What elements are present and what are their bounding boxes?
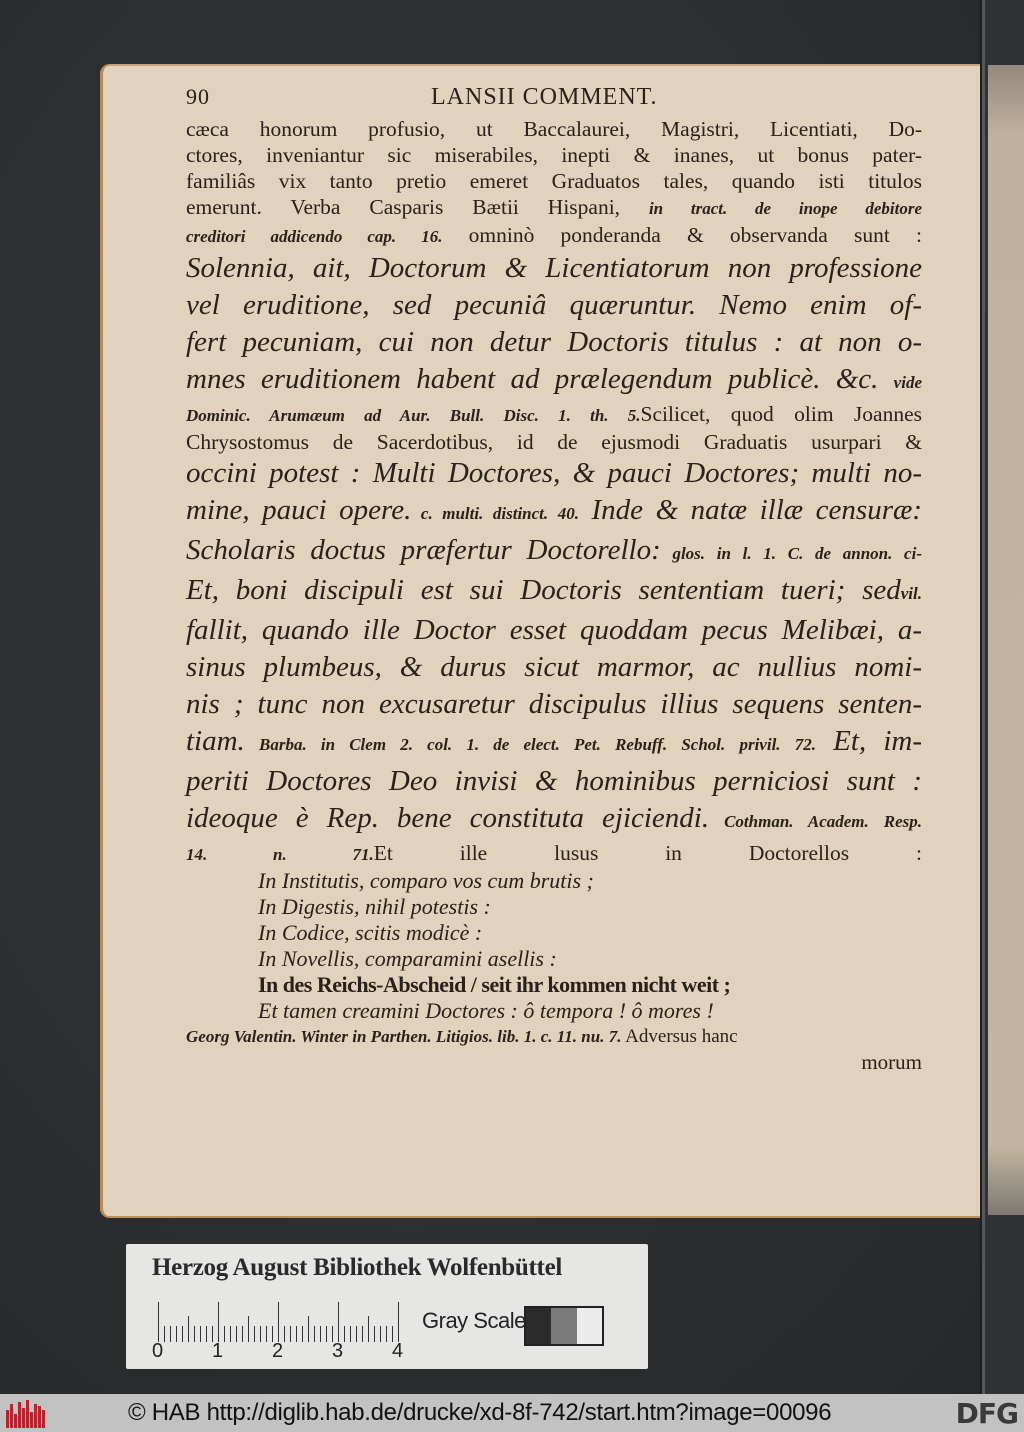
roman-text: &c. (820, 363, 894, 395)
verse-line: In Codice, scitis modicè : (258, 920, 483, 945)
ruler-number: 0 (152, 1340, 164, 1362)
roman-text: emerunt. Verba Casparis Bætii Hispani, (186, 195, 649, 219)
ruler-number: 3 (332, 1340, 344, 1362)
gray-swatch (551, 1308, 576, 1344)
citation-line (186, 1024, 922, 1050)
text-line (186, 612, 922, 649)
text-line (186, 840, 922, 868)
text-line (186, 401, 922, 429)
verse-block (186, 868, 922, 1024)
ruler-tick (398, 1302, 399, 1342)
cm-ruler (158, 1302, 398, 1342)
dfg-logo-icon: DFG (955, 1397, 1018, 1430)
citation-abbrev: Cothman. Academ. Resp. (709, 812, 922, 831)
italic-quote: Scholaris doctus præfertur Doctorello: (186, 534, 661, 566)
gray-swatch (577, 1308, 602, 1344)
ruler-tick (308, 1316, 309, 1342)
copyright-url[interactable]: © HAB http://diglib.hab.de/drucke/xd-8f-742/start.htm?image=00096 (128, 1399, 832, 1426)
italic-quote: Multi Doctores, & pauci Doctores; multi no- (372, 457, 922, 489)
text-line (186, 222, 922, 250)
roman-text: Et ille lusus in Doctorellos : (373, 841, 922, 865)
text-line (186, 455, 922, 492)
text-line (186, 723, 922, 763)
glass-plate-edge (982, 0, 985, 1394)
italic-quote: nis ; tunc non excusaretur discipulus illius sequens senten- (186, 688, 922, 720)
verse-line: In Novellis, comparamini asellis : (258, 946, 557, 971)
text-line: cæca honorum profusio, ut Baccalaurei, Magistri, Licentiati, Do- (186, 117, 922, 141)
italic-quote: Et, im- (815, 725, 922, 757)
citation-abbrev: vide (893, 373, 922, 392)
citation-abbrev: c. multi. distinct. 40. (411, 504, 579, 523)
ruler-tick (278, 1302, 279, 1342)
ruler-number: 4 (392, 1340, 404, 1362)
italic-quote: vel eruditione, sed pecuniâ quæruntur. Nemo enim of- (186, 289, 922, 321)
facing-page-edge (980, 0, 1024, 1394)
catchword: morum (861, 1050, 922, 1074)
ruler-tick (338, 1302, 339, 1342)
text-line: ctores, inveniantur sic miserabiles, inepti & inanes, ut bonus pater- (186, 143, 922, 167)
ruler-numbers (150, 1340, 420, 1364)
text-line (186, 194, 922, 222)
roman-text: Scilicet, quod olim Joannes (640, 402, 923, 426)
citation-abbrev: vil. (900, 584, 922, 603)
text-line (186, 492, 922, 532)
ruler-number: 1 (212, 1340, 224, 1362)
ruler-tick (158, 1302, 159, 1342)
text-line (186, 686, 922, 723)
citation-roman: Adversus hanc (621, 1026, 738, 1047)
italic-quote: tiam. (186, 725, 245, 757)
italic-quote: sinus plumbeus, & durus sicut marmor, ac nullius nomi- (186, 651, 922, 683)
verse-line: In Institutis, comparo vos cum brutis ; (258, 868, 594, 893)
verse-line: In Digestis, nihil potestis : (258, 894, 491, 919)
text-line (186, 649, 922, 686)
italic-quote: Et, boni discipuli est sui Doctoris sententiam tueri; sed (186, 574, 901, 606)
citation-abbrev: glos. in l. 1. C. de annon. ci- (660, 544, 922, 563)
page-number: 90 (186, 84, 210, 109)
ruler-tick (368, 1316, 369, 1342)
ruler-number: 2 (272, 1340, 284, 1362)
italic-quote: mine, pauci opere. (186, 494, 412, 526)
citation-abbrev: in tract. de inope debitore (648, 199, 922, 218)
hab-logo-icon (6, 1400, 46, 1428)
italic-quote: Solennia, ait, Doctorum & Licentiatorum non professione (186, 252, 922, 284)
ruler-tick (188, 1316, 189, 1342)
text-line (186, 324, 922, 361)
text-line (186, 532, 922, 572)
color-scale-card (126, 1244, 648, 1369)
verse-line: In des Reichs-Abscheid / seit ihr kommen nicht weit ; (258, 972, 731, 997)
gray-swatch (526, 1308, 551, 1344)
gray-scale-swatches (524, 1306, 604, 1346)
gray-scale-label: Gray Scale (422, 1308, 526, 1333)
citation-abbrev: Dominic. Arumæum ad Aur. Bull. Disc. 1. th. 5. (186, 406, 641, 425)
book-page (100, 64, 980, 1218)
verse-line: Et tamen creamini Doctores : ô tempora ! ô mores ! (258, 998, 714, 1023)
italic-quote: periti Doctores Deo invisi & hominibus perniciosi sunt : (186, 765, 922, 797)
text-line: familiâs vix tanto pretio emeret Graduatos tales, quando isti titulos (186, 169, 922, 193)
body-text (186, 116, 922, 868)
italic-quote: mnes eruditionem habent ad prælegendum publicè. (186, 363, 821, 395)
library-name: Herzog August Bibliothek Wolfenbüttel (152, 1254, 563, 1281)
text-line: Chrysostomus de Sacerdotibus, id de ejusmodi Graduatis usurpari & (186, 430, 922, 454)
roman-text: Inde & natæ illæ censuræ: (578, 494, 922, 526)
running-head (186, 84, 922, 116)
roman-text: occini potest : (186, 457, 373, 489)
citation-italic: Georg Valentin. Winter in Parthen. Litigios. lib. 1. c. 11. nu. 7. (186, 1027, 622, 1046)
ruler-tick (248, 1316, 249, 1342)
footer-bar (0, 1394, 1024, 1432)
text-line (186, 800, 922, 840)
citation-abbrev: creditori addicendo cap. 16. (186, 227, 443, 246)
text-line (186, 361, 922, 401)
citation-abbrev: 14. n. 71. (186, 845, 374, 864)
ruler-tick (218, 1302, 219, 1342)
roman-text: omninò ponderanda & observanda sunt : (442, 223, 922, 247)
citation-abbrev: Barba. in Clem 2. col. 1. de elect. Pet. Rebuff. Schol. privil. 72. (244, 735, 816, 754)
text-line (186, 572, 922, 612)
running-head-title: LANSII COMMENT. (431, 84, 658, 110)
page-text-block (186, 84, 922, 1074)
text-line (186, 287, 922, 324)
text-line (186, 763, 922, 800)
italic-quote: ideoque è Rep. bene constituta ejiciendi. (186, 802, 710, 834)
facing-page-sliver (988, 65, 1024, 1215)
italic-quote: fert pecuniam, cui non detur Doctoris titulus : at non o- (186, 326, 922, 358)
italic-quote: fallit, quando ille Doctor esset quoddam pecus Melibæi, a- (186, 614, 922, 646)
text-line (186, 250, 922, 287)
